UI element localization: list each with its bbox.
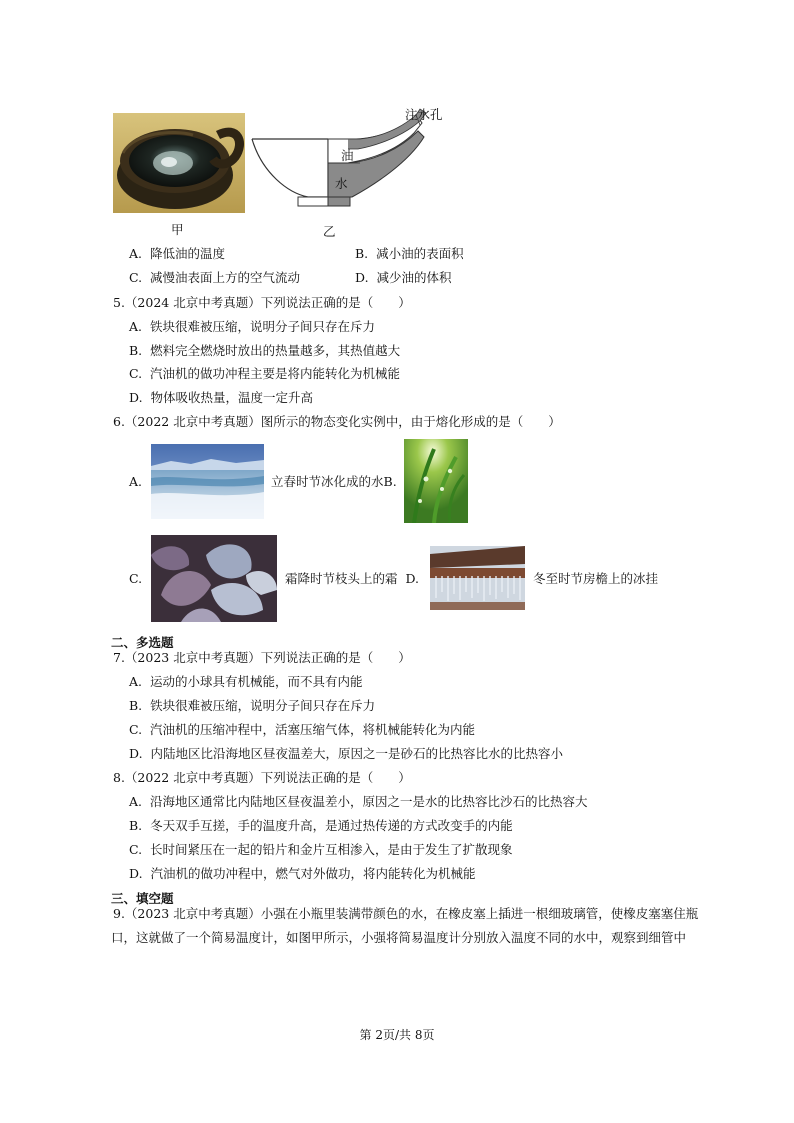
q6-stem: 6.（2022 北京中考真题）图所示的物态变化实例中，由于熔化形成的是（ ）	[113, 414, 561, 429]
label-oil: 油	[341, 148, 354, 163]
q7-option-d[interactable]: D. 内陆地区比沿海地区昼夜温差大，原因之一是砂石的比热容比水的比热容小	[129, 746, 564, 761]
q5-option-d[interactable]: D. 物体吸收热量，温度一定升高	[129, 390, 314, 405]
label-yi: 乙	[323, 224, 336, 239]
q9-line-1: 9.（2023 北京中考真题）小强在小瓶里装满带颜色的水，在橡皮塞上插进一根细玻璃管，使橡皮塞塞住瓶	[113, 906, 699, 921]
q9-line-2: 口，这就做了一个简易温度计，如图甲所示，小强将简易温度计分别放入温度不同的水中，观察到细管中	[111, 930, 687, 945]
q7-stem: 7.（2023 北京中考真题）下列说法正确的是（ ）	[113, 650, 411, 665]
q6-option-d-text[interactable]: 冬至时节房檐上的冰挂	[533, 571, 659, 586]
q6-option-a-text[interactable]: 立春时节冰化成的水B.	[271, 474, 397, 489]
q6-option-c-key[interactable]: C.	[129, 571, 143, 586]
figure-jia-photo	[113, 113, 245, 213]
q5-stem: 5.（2024 北京中考真题）下列说法正确的是（ ）	[113, 295, 411, 310]
photo-frost-leaves	[151, 535, 277, 622]
q4-option-a[interactable]: A. 降低油的温度	[129, 246, 225, 261]
photo-icicles-eaves	[430, 546, 525, 610]
photo-ice-melting	[151, 444, 264, 519]
q8-option-c[interactable]: C. 长时间紧压在一起的铅片和金片互相渗入，是由于发生了扩散现象	[129, 842, 513, 857]
q7-option-a[interactable]: A. 运动的小球具有机械能，而不具有内能	[129, 674, 363, 689]
section-fill-in: 三、填空题	[111, 891, 174, 906]
q5-option-b[interactable]: B. 燃料完全燃烧时放出的热量越多，其热值越大	[129, 343, 401, 358]
q7-option-c[interactable]: C. 汽油机的压缩冲程中，活塞压缩气体，将机械能转化为内能	[129, 722, 476, 737]
page-number: 第 2页/共 8页	[359, 1028, 435, 1042]
section-multiple-choice: 二、多选题	[111, 635, 174, 650]
q8-option-a[interactable]: A. 沿海地区通常比内陆地区昼夜温差小，原因之一是水的比热容比沙石的比热容大	[129, 794, 588, 809]
q8-stem: 8.（2022 北京中考真题）下列说法正确的是（ ）	[113, 770, 411, 785]
q4-option-b[interactable]: B. 减小油的表面积	[355, 246, 464, 261]
label-hole: 注水孔	[405, 107, 443, 122]
q4-option-c[interactable]: C. 减慢油表面上方的空气流动	[129, 270, 301, 285]
q5-option-c[interactable]: C. 汽油机的做功冲程主要是将内能转化为机械能	[129, 366, 401, 381]
label-water: 水	[335, 176, 348, 191]
q8-option-d[interactable]: D. 汽油机的做功冲程中，燃气对外做功，将内能转化为机械能	[129, 866, 476, 881]
q6-option-a-key[interactable]: A.	[129, 474, 143, 489]
photo-dew-grass	[404, 439, 468, 523]
q5-option-a[interactable]: A. 铁块很难被压缩，说明分子间只存在斥力	[129, 319, 375, 334]
q4-option-d[interactable]: D. 减少油的体积	[355, 270, 452, 285]
q8-option-b[interactable]: B. 冬天双手互搓，手的温度升高，是通过热传递的方式改变手的内能	[129, 818, 513, 833]
q6-option-c-text[interactable]: 霜降时节枝头上的霜 D.	[285, 571, 420, 586]
label-jia: 甲	[171, 222, 184, 237]
q7-option-b[interactable]: B. 铁块很难被压缩，说明分子间只存在斥力	[129, 698, 376, 713]
